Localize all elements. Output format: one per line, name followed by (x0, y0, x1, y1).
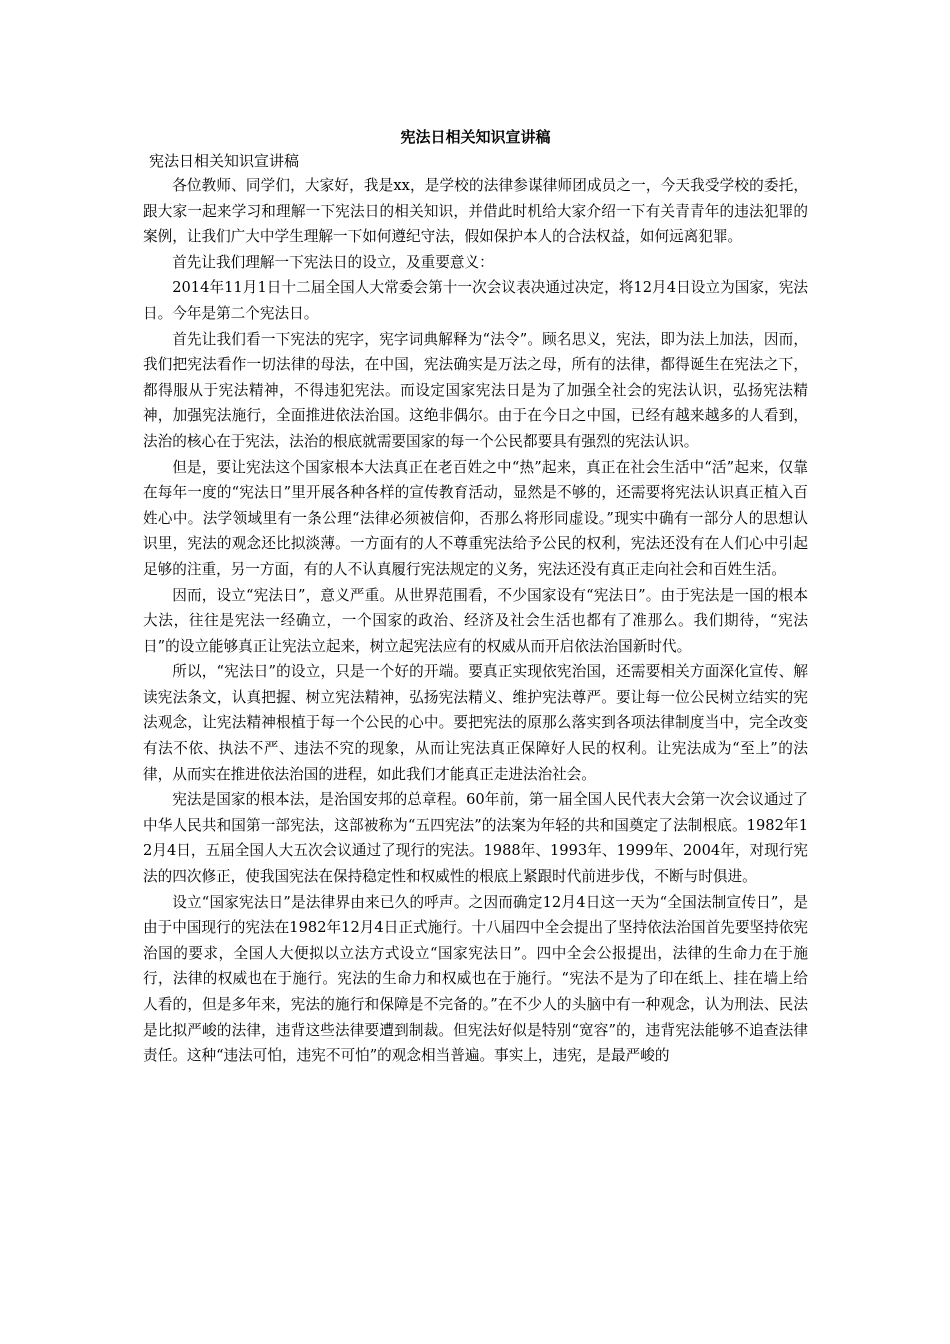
document-subtitle: 宪法日相关知识宣讲稿 (149, 152, 300, 170)
paragraph-history: 宪法是国家的根本法，是治国安邦的总章程。60年前，第一届全国人民代表大会第一次会议通过了中华人民共和国第一部宪法，这部被称为“五四宪法”的法案为年轻的共和国奠定了法制根底。1982年12月4日，五届全国人大五次会议通过了现行的宪法。1988年、1993年、1999年、2004年，对现行宪法的四次修正，使我国宪法在保持稳定性和权威性的根底上紧跟时代前进步伐，不断与时俱进。 (143, 791, 808, 886)
paragraph-awareness: 但是，要让宪法这个国家根本大法真正在老百姓之中“热”起来，真正在社会生活中“活”起来，仅靠在每年一度的“宪法日”里开展各种各样的宣传教育活动，显然是不够的，还需要将宪法认识真正植入百姓心中。法学领域里有一条公理“法律必须被信仰，否那么将形同虚设。”现实中确有一部分人的思想认识里，宪法的观念还比拟淡薄。一方面有的人不尊重宪法给予公民的权利，宪法还没有在人们心中引起足够的注重，另一方面，有的人不认真履行宪法规定的义务，宪法还没有真正走向社会和百姓生活。 (143, 458, 808, 578)
paragraph-establishment: 2014年11月1日十二届全国人大常委会第十一次会议表决通过决定，将12月4日设立为国家，宪法日。今年是第二个宪法日。 (143, 279, 808, 322)
paragraph-implementation: 设立“国家宪法日”是法律界由来已久的呼声。之因而确定12月4日这一天为“全国法制宣传日”，是由于中国现行的宪法在1982年12月4日正式施行。十八届四中全会提出了坚持依法治国首先要坚持依宪治国的要求，全国人大便拟以立法方式设立“国家宪法日”。四中全会公报提出，法律的生命力在于施行，法律的权威也在于施行。宪法的生命力和权威也在于施行。“宪法不是为了印在纸上、挂在墙上给人看的，但是多年来，宪法的施行和保障是不完备的。”在不少人的头脑中有一种观念，认为刑法、民法是比拟严峻的法律，违背这些法律要遭到制裁。但宪法好似是特别“宽容”的，违背宪法能够不追查法律责任。这种“违法可怕，违宪不可怕”的观念相当普遍。事实上，违宪，是最严峻的 (143, 893, 808, 1065)
paragraph-beginning: 所以，“宪法日”的设立，只是一个好的开端。要真正实现依宪治国，还需要相关方面深化宣传、解读宪法条文，认真把握、树立宪法精神，弘扬宪法精义、维护宪法尊严。要让每一位公民树立结实的宪法观念，让宪法精神根植于每一个公民的心中。要把宪法的原那么落实到各项法律制度当中，完全改变有法不依、执法不严、违法不究的现象，从而让宪法真正保障好人民的权利。让宪法成为“至上”的法律，从而实在推进依法治国的进程，如此我们才能真正走进法治社会。 (143, 663, 808, 783)
paragraph-meaning: 首先让我们看一下宪法的宪字，宪字词典解释为“法令”。顾名思义，宪法，即为法上加法，因而，我们把宪法看作一切法律的母法，在中国，宪法确实是万法之母，所有的法律，都得诞生在宪法之下，都得服从于宪法精神，不得违犯宪法。而设定国家宪法日是为了加强全社会的宪法认识，弘扬宪法精神，加强宪法施行，全面推进依法治国。这绝非偶尔。由于在今日之中国，已经有越来越多的人看到，法治的核心在于宪法，法治的根底就需要国家的每一个公民都要具有强烈的宪法认识。 (143, 330, 808, 450)
document-title: 宪法日相关知识宣讲稿 (400, 128, 551, 146)
document-body (143, 173, 808, 1069)
document-page (143, 126, 808, 1069)
paragraph-greeting: 各位教师、同学们，大家好，我是xx，是学校的法律参谋律师团成员之一，今天我受学校的委托，跟大家一起来学习和理解一下宪法日的相关知识，并借此时机给大家介绍一下有关青青年的违法犯罪的案例，让我们广大中学生理解一下如何遵纪守法，假如保护本人的合法权益，如何远离犯罪。 (143, 177, 808, 246)
paragraph-significance: 因而，设立“宪法日”，意义严重。从世界范围看，不少国家设有“宪法日”。由于宪法是一国的根本大法，往往是宪法一经确立，一个国家的政治、经济及社会生活也都有了准那么。我们期待，“宪法日”的设立能够真正让宪法立起来，树立起宪法应有的权威从而开启依法治国新时代。 (143, 586, 808, 655)
paragraph-intro: 首先让我们理解一下宪法日的设立，及重要意义： (172, 253, 494, 271)
